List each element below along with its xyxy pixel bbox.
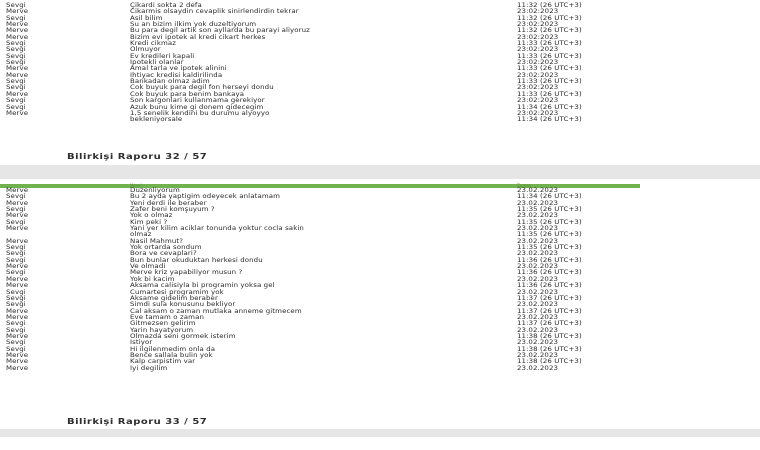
message-cell: Asil bilim — [130, 14, 163, 22]
time-cell: 11:34 (26 UTC+3) — [517, 103, 582, 111]
time-cell: 11:35 (26 UTC+3) — [517, 218, 582, 226]
time-cell: 11:32 (26 UTC+3) — [517, 27, 582, 35]
message-cell: Su an bizim ilkim yok duzeltiyorum — [130, 21, 257, 28]
time-cell: 23.02.2023 — [517, 212, 559, 220]
message-cell: Zafer beni komşuyum ? — [130, 206, 215, 213]
sender-cell: Sevgi — [6, 59, 26, 66]
message-cell: Aksame gidelim beraber — [130, 295, 218, 302]
message-cell: Aksama calisiyla bi programin yoksa gel — [130, 282, 275, 289]
table-row — [0, 66, 760, 71]
message-cell: Gitmezsen gelirim — [130, 320, 196, 327]
time-cell: 11:36 (26 UTC+3) — [517, 282, 582, 289]
sender-cell: Merve — [6, 110, 29, 117]
table-row — [0, 3, 760, 8]
time-cell: 11:36 (26 UTC+3) — [517, 256, 582, 264]
sender-cell: Sevgi — [6, 288, 26, 296]
time-cell: 23:02:2023 — [517, 46, 559, 54]
time-cell: 23.02.2023 — [517, 288, 559, 296]
table-row — [0, 359, 760, 364]
time-cell: 23:02:2023 — [517, 8, 559, 16]
time-cell: 11:33 (26 UTC+3) — [517, 78, 582, 85]
message-cell: Duzenliyorum — [130, 187, 180, 194]
sender-cell: Merve — [6, 187, 29, 194]
message-cell: Bence sallala bulin yok — [130, 352, 213, 359]
table-row — [0, 328, 760, 333]
sender-cell: Merve — [6, 282, 29, 289]
sender-cell: Merve — [6, 212, 29, 220]
message-cell: Amal tarla ve ipotek alinini — [130, 65, 227, 73]
message-cell: Olmuyor — [130, 46, 161, 54]
table-row — [0, 35, 760, 40]
message-cell: Çikardi sokta 2 defa — [130, 2, 202, 9]
message-cell: Simdi sula konusunu bekliyor — [130, 301, 236, 308]
message-cell: Hi ilgilenmedim onla da — [130, 345, 216, 353]
sender-cell: Sevgi — [6, 250, 26, 258]
sender-cell: Sevgi — [6, 339, 26, 346]
message-cell: Cumartesi programim yok — [130, 288, 224, 296]
table-row — [0, 85, 760, 90]
time-cell: 23.02.2023 — [517, 237, 559, 245]
table-row — [0, 340, 760, 345]
sender-cell: Merve — [6, 358, 29, 366]
time-cell: 11:38 (26 UTC+3) — [517, 358, 582, 366]
table-row — [0, 258, 760, 263]
time-cell: 23:02:2023 — [517, 71, 559, 79]
time-cell: 11:32 (26 UTC+3) — [517, 2, 582, 9]
message-rows — [0, 188, 760, 372]
table-row — [0, 277, 760, 282]
table-row — [0, 201, 760, 206]
time-cell: 23.02.2023 — [517, 250, 559, 258]
sender-cell: Sevgi — [6, 269, 26, 277]
message-cell: olmaz — [130, 231, 152, 239]
sender-cell: Sevgi — [6, 193, 26, 201]
time-cell: 11:34 (26 UTC+3) — [517, 193, 582, 201]
time-cell: 23.02.2023 — [517, 263, 559, 270]
time-cell: 23:02:2023 — [517, 84, 559, 92]
table-row — [0, 105, 760, 110]
sender-cell: Sevgi — [6, 103, 26, 111]
time-cell: 11:35 (26 UTC+3) — [517, 244, 582, 251]
time-cell: 23.02.2023 — [517, 352, 559, 359]
message-cell: Merve kriz yapabiliyor musun ? — [130, 269, 243, 277]
sender-cell: Sevgi — [6, 345, 26, 353]
time-cell: 11:32 (26 UTC+3) — [517, 14, 582, 22]
sender-cell: Sevgi — [6, 46, 26, 54]
sender-cell: Sevgi — [6, 326, 26, 334]
time-cell: 23:02:2023 — [517, 59, 559, 66]
message-cell: Bankadan olmaz adim — [130, 78, 210, 85]
sender-cell: Sevgi — [6, 295, 26, 302]
table-row — [0, 226, 760, 231]
sender-cell: Sevgi — [6, 84, 26, 92]
message-cell: Eve tamam o zaman — [130, 314, 205, 321]
message-cell: Bizim evi ipotek al kredi cikart herkes — [130, 33, 266, 41]
sender-cell: Sevgi — [6, 78, 26, 85]
time-cell: 23.02.2023 — [517, 314, 559, 321]
message-cell: Ev kredileri kapali — [130, 52, 195, 60]
table-row — [0, 54, 760, 59]
sender-cell: Merve — [6, 225, 29, 232]
table-row — [0, 213, 760, 218]
sender-cell: Merve — [6, 90, 29, 98]
sender-cell: Sevgi — [6, 206, 26, 213]
sender-cell: Sevgi — [6, 40, 26, 47]
message-cell: Ihtiyac kredisi kaldirilinda — [130, 71, 223, 79]
table-row — [0, 290, 760, 295]
message-cell: Ve olmadi — [130, 263, 166, 270]
table-row — [0, 207, 760, 212]
message-cell: Kredi cikmaz — [130, 40, 177, 47]
table-row — [0, 9, 760, 14]
sender-cell: Merve — [6, 27, 29, 35]
message-cell: Iyi degilim — [130, 364, 168, 372]
document-page-33 — [0, 179, 760, 429]
message-cell: Bora ve cevaplari? — [130, 250, 197, 258]
sender-cell: Sevgi — [6, 256, 26, 264]
table-row — [0, 194, 760, 199]
time-cell: 23.02.2023 — [517, 225, 559, 232]
time-cell: 23.02.2023 — [517, 275, 559, 283]
table-row — [0, 309, 760, 314]
message-cell: bekleniyorsale — [130, 116, 183, 123]
table-row — [0, 366, 760, 371]
document-page-32 — [0, 0, 760, 165]
message-cell: Yani yer kilim aciklar tonunda yoktur cocla sakin — [130, 225, 304, 232]
time-cell: 11:38 (26 UTC+3) — [517, 333, 582, 340]
sender-cell: Merve — [6, 333, 29, 340]
message-cell: Bu para degil artik son ayllarda bu parayi aliyoruz — [130, 27, 310, 35]
sender-cell: Merve — [6, 33, 29, 41]
table-row — [0, 264, 760, 269]
table-row — [0, 117, 760, 122]
message-cell: Son kargonlari kullanmama gerekiyor — [130, 97, 265, 104]
time-cell: 11:37 (26 UTC+3) — [517, 320, 582, 327]
message-cell: Ipotekli olanlar — [130, 59, 184, 66]
table-row — [0, 41, 760, 46]
sender-cell: Merve — [6, 275, 29, 283]
message-cell: Azuk bunu kime gi donem gidecegim — [130, 103, 264, 111]
message-cell: Yarin hayatyorum — [130, 326, 194, 334]
sender-cell: Merve — [6, 71, 29, 79]
table-row — [0, 251, 760, 256]
sender-cell: Merve — [6, 65, 29, 73]
table-row — [0, 283, 760, 288]
time-cell: 11:34 (26 UTC+3) — [517, 116, 582, 123]
message-cell: Kim peki ? — [130, 218, 168, 226]
table-row — [0, 92, 760, 97]
message-cell: 1,5 senelik kendini bu durumu alyoyyo — [130, 110, 270, 117]
message-cell: Istiyor — [130, 339, 153, 346]
time-cell: 11:37 (26 UTC+3) — [517, 307, 582, 315]
page-footer: Bilirkişi Raporu 33 / 57 — [67, 418, 208, 427]
time-cell: 11:35 (26 UTC+3) — [517, 206, 582, 213]
message-cell: Bu 2 ayda yaptigim odeyecek anlatamam — [130, 193, 281, 201]
table-row — [0, 79, 760, 84]
time-cell: 11:33 (26 UTC+3) — [517, 52, 582, 60]
time-cell: 23.02.2023 — [517, 364, 559, 372]
table-row — [0, 321, 760, 326]
sender-cell: Sevgi — [6, 218, 26, 226]
time-cell: 23.02.2023 — [517, 199, 559, 207]
message-cell: Olmazda seni gormek isterim — [130, 333, 236, 340]
table-row — [0, 347, 760, 352]
sender-cell: Merve — [6, 364, 29, 372]
time-cell: 23:02:2023 — [517, 21, 559, 28]
message-cell: Yok bi kacim — [130, 275, 175, 283]
table-row — [0, 245, 760, 250]
sender-cell: Sevgi — [6, 2, 26, 9]
message-cell: Nasil Mahmut? — [130, 237, 184, 245]
time-cell: 23.02.2023 — [517, 339, 559, 346]
table-row — [0, 111, 760, 116]
table-row — [0, 98, 760, 103]
time-cell: 11:33 (26 UTC+3) — [517, 65, 582, 73]
time-cell: 23:02:2023 — [517, 33, 559, 41]
message-cell: Yeni derdi ile beraber — [130, 199, 207, 207]
table-row — [0, 28, 760, 33]
sender-cell: Merve — [6, 263, 29, 270]
page-footer: Bilirkişi Raporu 32 / 57 — [67, 153, 208, 162]
time-cell: 11:35 (26 UTC+3) — [517, 231, 582, 239]
table-row — [0, 60, 760, 65]
message-cell: Cok buyuk para benim bankaya — [130, 90, 245, 98]
time-cell: 11:37 (26 UTC+3) — [517, 295, 582, 302]
message-cell: Kalp carpistim var — [130, 358, 196, 366]
message-cell: Cikarmis olsaydin cevaplik sinirlendirdin tekrar — [130, 8, 299, 16]
table-row — [0, 16, 760, 21]
sender-cell: Merve — [6, 8, 29, 16]
time-cell: 23.02.2023 — [517, 301, 559, 308]
table-row — [0, 47, 760, 52]
sender-cell: Sevgi — [6, 52, 26, 60]
table-row — [0, 353, 760, 358]
table-row — [0, 334, 760, 339]
time-cell: 11:33 (26 UTC+3) — [517, 40, 582, 47]
sender-cell: Sevgi — [6, 320, 26, 327]
sender-cell: Sevgi — [6, 97, 26, 104]
message-rows — [0, 3, 760, 124]
sender-cell: Merve — [6, 237, 29, 245]
message-cell: Cok buyuk para degil fon herseyi dondu — [130, 84, 274, 92]
table-row — [0, 220, 760, 225]
sender-cell: Sevgi — [6, 244, 26, 251]
sender-cell: Merve — [6, 314, 29, 321]
message-cell: Yok ortarda sondum — [130, 244, 202, 251]
time-cell: 11:38 (26 UTC+3) — [517, 345, 582, 353]
header-col-time: Zaman — [517, 183, 532, 188]
table-row — [0, 239, 760, 244]
sender-cell: Merve — [6, 352, 29, 359]
table-row — [0, 232, 760, 237]
time-cell: 11:33 (26 UTC+3) — [517, 90, 582, 98]
time-cell: 23.02.2023 — [517, 326, 559, 334]
header-col-message: Mesaj — [130, 183, 142, 188]
sender-cell: Merve — [6, 307, 29, 315]
table-row — [0, 270, 760, 275]
sender-cell: Merve — [6, 21, 29, 28]
table-row — [0, 22, 760, 27]
message-cell: Yok o olmaz — [130, 212, 173, 220]
sender-cell: Merve — [6, 199, 29, 207]
time-cell: 11:36 (26 UTC+3) — [517, 269, 582, 277]
sender-cell: Sevgi — [6, 14, 26, 22]
time-cell: 23:02:2023 — [517, 97, 559, 104]
table-row — [0, 296, 760, 301]
sender-cell: Sevgi — [6, 301, 26, 308]
message-cell: Cal aksam o zaman mutlaka anneme gitmecem — [130, 307, 302, 315]
table-row — [0, 315, 760, 320]
table-row — [0, 302, 760, 307]
time-cell: 23:02:2023 — [517, 110, 559, 117]
time-cell: 23.02.2023 — [517, 187, 559, 194]
message-cell: Bun bunlar okuduktan herkesi dondu — [130, 256, 263, 264]
table-row — [0, 188, 760, 193]
table-row — [0, 73, 760, 78]
document-page-34 — [0, 437, 760, 450]
